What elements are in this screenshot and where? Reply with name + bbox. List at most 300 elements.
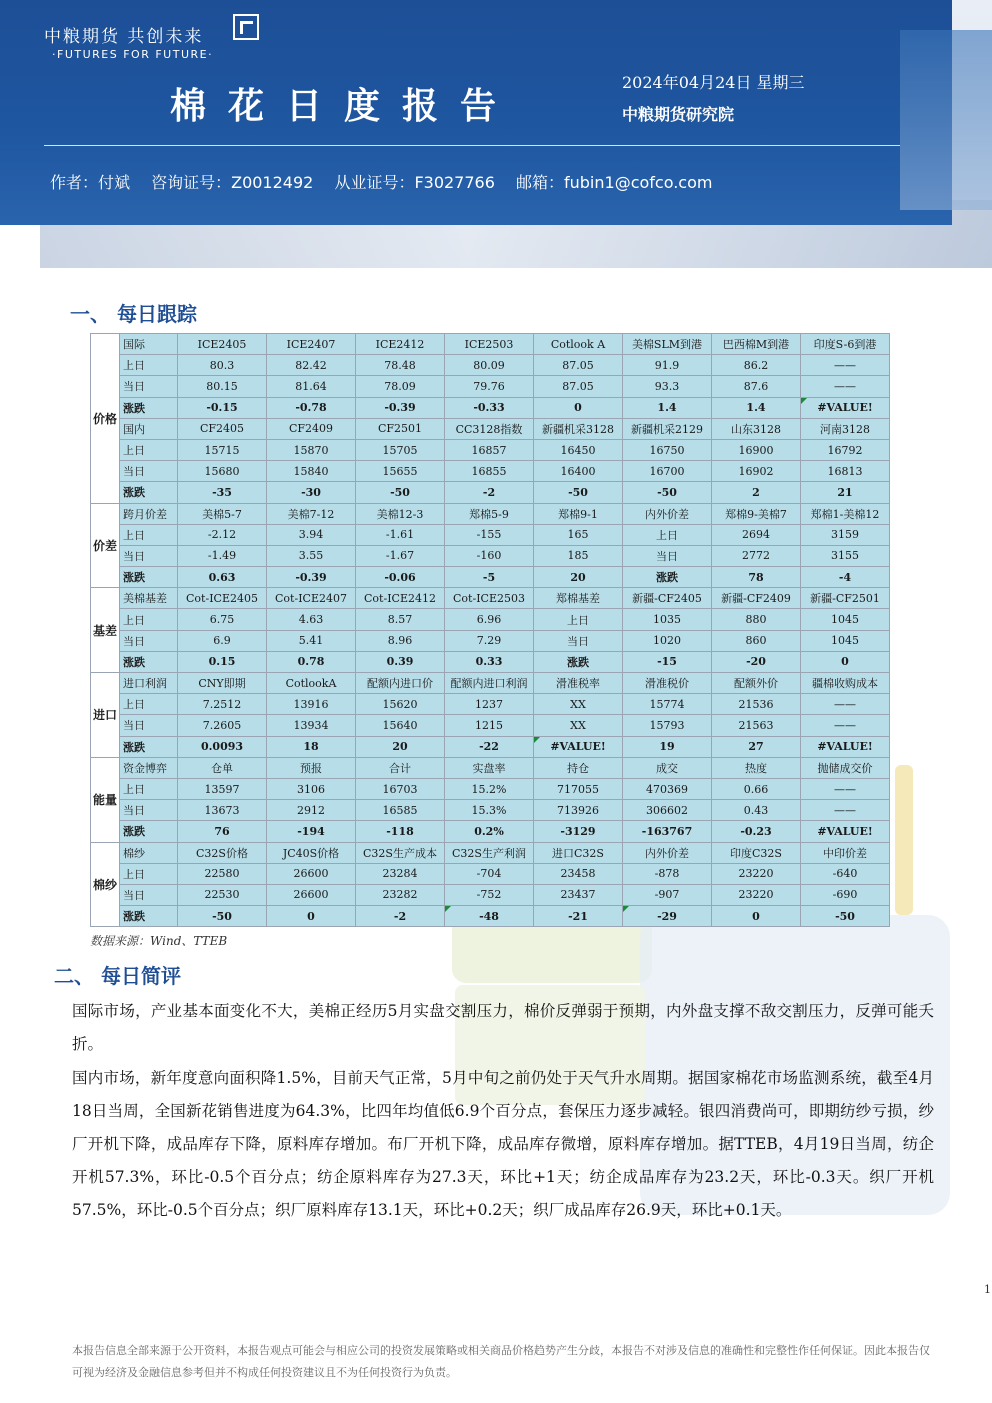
table-row: [91, 376, 890, 397]
table-cell: 2694: [712, 524, 801, 545]
table-row: [91, 355, 890, 376]
table-cell: 20: [356, 736, 445, 757]
table-cell: Cot-ICE2412: [356, 588, 445, 609]
table-cell: -5: [445, 567, 534, 588]
disclaimer: 本报告信息全部来源于公开资料，本报告观点可能会与相应公司的投资发展策略或相关商品价格趋势产生分歧，本报告不对涉及信息的准确性和完整性作任何保证。因此本报告仅可视为经济及金融信息参考但并不构成任何投资建议且不为任何投资行为负责。: [72, 1344, 930, 1379]
table-cell: -2: [356, 906, 445, 927]
row-label: 当日: [120, 630, 178, 651]
table-cell: -1.67: [356, 545, 445, 566]
table-cell: 新疆机采2129: [623, 418, 712, 439]
table-cell: 16750: [623, 439, 712, 460]
banner-accent: [900, 30, 992, 210]
table-cell: 87.05: [534, 376, 623, 397]
table-cell: 7.2605: [178, 715, 267, 736]
table-cell: 1237: [445, 694, 534, 715]
table-cell: 印度S-6到港: [801, 334, 890, 355]
table-cell: 配额内进口价: [356, 673, 445, 694]
row-label: 涨跌: [120, 482, 178, 503]
table-row: [91, 757, 890, 778]
table-cell: 中印价差: [801, 842, 890, 863]
table-row: [91, 630, 890, 651]
table-cell: 2: [712, 482, 801, 503]
table-cell: -0.78: [267, 397, 356, 418]
table-cell: -50: [178, 906, 267, 927]
group-label: 基差: [91, 588, 120, 673]
table-cell: 0: [534, 397, 623, 418]
table-cell: 上日: [534, 609, 623, 630]
table-cell: 23437: [534, 884, 623, 905]
table-cell: #VALUE!: [534, 736, 623, 757]
table-cell: 上日: [623, 524, 712, 545]
table-cell: 16700: [623, 461, 712, 482]
table-cell: -22: [445, 736, 534, 757]
table-cell: 22580: [178, 863, 267, 884]
background-shape: [895, 765, 913, 915]
row-label: 进口利润: [120, 673, 178, 694]
table-cell: 18: [267, 736, 356, 757]
row-label: 涨跌: [120, 567, 178, 588]
table-cell: XX: [534, 715, 623, 736]
table-cell: 当日: [623, 545, 712, 566]
row-label: 资金博弈: [120, 757, 178, 778]
table-cell: 郑棉基差: [534, 588, 623, 609]
table-cell: 22530: [178, 884, 267, 905]
table-cell: 78: [712, 567, 801, 588]
table-cell: 美棉7-12: [267, 503, 356, 524]
commentary-paragraph: 国内市场，新年度意向面积降1.5%，目前天气正常，5月中旬之前仍处于天气升水周期。据国家棉花市场监测系统，截至4月18日当周，全国新花销售进度为64.3%，比四年均值低6.9个百分点，套保压力逐步减轻。银四消费尚可，即期纺纱亏损，纱厂开机下降，成品库存下降，原料库存增加。布厂开机下降，成品库存微增，原料库存增加。据TTEB，4月19日当周，纺企开机57.3%，环比-0.5个百分点；纺企原料库存为27.3天，环比+1天；纺企成品库存为23.2天，环比-0.3天。织厂开机57.5%，环比-0.5个百分点；织厂原料库存13.1天，环比+0.2天；织厂成品库存26.9天，环比+0.1天。: [72, 1069, 934, 1219]
row-label: 上日: [120, 439, 178, 460]
consult-id: 咨询证号：Z0012492: [151, 173, 314, 192]
table-cell: 内外价差: [623, 503, 712, 524]
table-cell: 成交: [623, 757, 712, 778]
table-cell: 1.4: [623, 397, 712, 418]
table-cell: 15680: [178, 461, 267, 482]
row-label: 当日: [120, 545, 178, 566]
table-cell: 16585: [356, 800, 445, 821]
row-label: 涨跌: [120, 736, 178, 757]
table-cell: 713926: [534, 800, 623, 821]
table-cell: 880: [712, 609, 801, 630]
table-cell: -194: [267, 821, 356, 842]
table-row: [91, 906, 890, 927]
table-cell: 7.2512: [178, 694, 267, 715]
table-cell: 15715: [178, 439, 267, 460]
table-cell: 6.96: [445, 609, 534, 630]
table-cell: 16792: [801, 439, 890, 460]
table-cell: 疆棉收购成本: [801, 673, 890, 694]
group-label: 棉纱: [91, 842, 120, 927]
table-cell: 15640: [356, 715, 445, 736]
table-cell: 21: [801, 482, 890, 503]
table-cell: #VALUE!: [801, 821, 890, 842]
table-row: [91, 439, 890, 460]
table-cell: -752: [445, 884, 534, 905]
table-cell: 1045: [801, 609, 890, 630]
page-number: 1: [984, 1283, 991, 1296]
table-cell: 滑准税率: [534, 673, 623, 694]
table-cell: 0.66: [712, 778, 801, 799]
author-name: 作者：付斌: [50, 173, 131, 192]
table-cell: -15: [623, 651, 712, 672]
institute-name: 中粮期货研究院: [622, 105, 735, 124]
table-cell: 80.3: [178, 355, 267, 376]
row-label: 国际: [120, 334, 178, 355]
table-cell: JC40S价格: [267, 842, 356, 863]
table-cell: 进口C32S: [534, 842, 623, 863]
table-cell: 6.9: [178, 630, 267, 651]
table-cell: 美棉12-3: [356, 503, 445, 524]
table-cell: 6.75: [178, 609, 267, 630]
table-cell: 78.48: [356, 355, 445, 376]
table-cell: -20: [712, 651, 801, 672]
table-cell: 7.29: [445, 630, 534, 651]
table-cell: 郑棉9-1: [534, 503, 623, 524]
table-row: [91, 715, 890, 736]
row-label: 当日: [120, 461, 178, 482]
table-cell: C32S生产成本: [356, 842, 445, 863]
table-cell: 0.33: [445, 651, 534, 672]
table-cell: 80.09: [445, 355, 534, 376]
table-cell: 20: [534, 567, 623, 588]
table-cell: 1020: [623, 630, 712, 651]
table-row: [91, 461, 890, 482]
table-cell: 新疆-CF2409: [712, 588, 801, 609]
header-divider: [44, 145, 900, 146]
table-cell: 16902: [712, 461, 801, 482]
table-cell: 美棉SLM到港: [623, 334, 712, 355]
table-cell: 16703: [356, 778, 445, 799]
table-row: [91, 397, 890, 418]
table-cell: 19: [623, 736, 712, 757]
table-row: [91, 673, 890, 694]
table-cell: 16813: [801, 461, 890, 482]
author-line: [50, 170, 728, 193]
table-cell: -0.33: [445, 397, 534, 418]
table-row: [91, 884, 890, 905]
table-cell: -0.15: [178, 397, 267, 418]
table-cell: -48: [445, 906, 534, 927]
table-cell: 16855: [445, 461, 534, 482]
logo-text: 中粮期货 共创未来: [44, 27, 204, 47]
table-cell: 15705: [356, 439, 445, 460]
table-cell: 13934: [267, 715, 356, 736]
table-cell: 山东3128: [712, 418, 801, 439]
table-cell: 3159: [801, 524, 890, 545]
table-cell: -163767: [623, 821, 712, 842]
table-cell: 15655: [356, 461, 445, 482]
table-cell: C32S生产利润: [445, 842, 534, 863]
table-cell: 0.0093: [178, 736, 267, 757]
table-cell: 2772: [712, 545, 801, 566]
table-cell: -878: [623, 863, 712, 884]
table-cell: Cot-ICE2407: [267, 588, 356, 609]
table-cell: 8.96: [356, 630, 445, 651]
table-row: [91, 503, 890, 524]
table-cell: -155: [445, 524, 534, 545]
table-row: [91, 588, 890, 609]
table-cell: Cotlook A: [534, 334, 623, 355]
table-cell: 16450: [534, 439, 623, 460]
row-label: 上日: [120, 524, 178, 545]
table-cell: ICE2407: [267, 334, 356, 355]
table-row: [91, 800, 890, 821]
row-label: 涨跌: [120, 821, 178, 842]
table-cell: -640: [801, 863, 890, 884]
row-label: 上日: [120, 863, 178, 884]
table-cell: 23220: [712, 863, 801, 884]
table-cell: 21563: [712, 715, 801, 736]
table-cell: 0.2%: [445, 821, 534, 842]
table-cell: 持仓: [534, 757, 623, 778]
table-row: [91, 821, 890, 842]
table-cell: -2.12: [178, 524, 267, 545]
table-cell: 内外价差: [623, 842, 712, 863]
table-cell: 16400: [534, 461, 623, 482]
table-cell: 3.94: [267, 524, 356, 545]
table-cell: 2912: [267, 800, 356, 821]
table-cell: XX: [534, 694, 623, 715]
table-row: [91, 778, 890, 799]
table-cell: 5.41: [267, 630, 356, 651]
row-label: 上日: [120, 694, 178, 715]
table-cell: ——: [801, 715, 890, 736]
table-row: [91, 567, 890, 588]
table-cell: 实盘率: [445, 757, 534, 778]
table-cell: 3155: [801, 545, 890, 566]
tracking-table: [90, 333, 890, 927]
table-cell: 91.9: [623, 355, 712, 376]
row-label: 当日: [120, 800, 178, 821]
table-cell: 美棉5-7: [178, 503, 267, 524]
table-cell: 当日: [534, 630, 623, 651]
row-label: 上日: [120, 778, 178, 799]
table-cell: Cot-ICE2405: [178, 588, 267, 609]
row-label: 涨跌: [120, 651, 178, 672]
group-label: 价差: [91, 503, 120, 588]
table-cell: 巴西棉M到港: [712, 334, 801, 355]
table-cell: 21536: [712, 694, 801, 715]
table-cell: 合计: [356, 757, 445, 778]
table-cell: -50: [356, 482, 445, 503]
table-cell: 23458: [534, 863, 623, 884]
table-cell: ICE2412: [356, 334, 445, 355]
table-cell: 23282: [356, 884, 445, 905]
table-cell: 16857: [445, 439, 534, 460]
table-cell: C32S价格: [178, 842, 267, 863]
table-cell: -50: [801, 906, 890, 927]
table-cell: 0: [267, 906, 356, 927]
table-cell: 79.76: [445, 376, 534, 397]
table-row: [91, 482, 890, 503]
table-cell: 配额内进口利润: [445, 673, 534, 694]
table-cell: 13916: [267, 694, 356, 715]
table-cell: 3106: [267, 778, 356, 799]
table-cell: 15793: [623, 715, 712, 736]
table-row: [91, 609, 890, 630]
row-label: 棉纱: [120, 842, 178, 863]
table-cell: ——: [801, 778, 890, 799]
table-cell: CF2409: [267, 418, 356, 439]
table-cell: ICE2405: [178, 334, 267, 355]
table-cell: 306602: [623, 800, 712, 821]
row-label: 国内: [120, 418, 178, 439]
table-cell: -21: [534, 906, 623, 927]
table-cell: -118: [356, 821, 445, 842]
table-cell: 23284: [356, 863, 445, 884]
row-label: 涨跌: [120, 397, 178, 418]
table-cell: 15.2%: [445, 778, 534, 799]
table-cell: -0.23: [712, 821, 801, 842]
table-cell: -1.49: [178, 545, 267, 566]
logo-icon: [233, 14, 259, 40]
table-cell: 15620: [356, 694, 445, 715]
table-cell: 23220: [712, 884, 801, 905]
table-cell: 1215: [445, 715, 534, 736]
data-source: 数据来源：Wind、TTEB: [90, 934, 228, 948]
table-cell: 8.57: [356, 609, 445, 630]
table-cell: -0.39: [267, 567, 356, 588]
table-cell: 0.63: [178, 567, 267, 588]
table-cell: ——: [801, 694, 890, 715]
table-row: [91, 863, 890, 884]
table-cell: 仓单: [178, 757, 267, 778]
table-cell: 涨跌: [623, 567, 712, 588]
report-date: 2024年04月24日 星期三: [622, 73, 805, 92]
table-cell: -907: [623, 884, 712, 905]
table-cell: CF2405: [178, 418, 267, 439]
license-id: 从业证号：F3027766: [334, 173, 495, 192]
author-email: 邮箱：fubin1@cofco.com: [516, 173, 713, 192]
table-cell: -160: [445, 545, 534, 566]
table-cell: 13597: [178, 778, 267, 799]
table-cell: 78.09: [356, 376, 445, 397]
table-cell: -3129: [534, 821, 623, 842]
table-cell: CotlookA: [267, 673, 356, 694]
row-label: 涨跌: [120, 906, 178, 927]
table-cell: #VALUE!: [801, 397, 890, 418]
table-row: [91, 736, 890, 757]
table-cell: 热度: [712, 757, 801, 778]
report-title: 棉花日度报告: [170, 85, 519, 127]
table-cell: 0.43: [712, 800, 801, 821]
table-cell: CNY即期: [178, 673, 267, 694]
table-cell: 717055: [534, 778, 623, 799]
table-cell: 配额外价: [712, 673, 801, 694]
table-cell: 新疆-CF2405: [623, 588, 712, 609]
table-cell: 印度C32S: [712, 842, 801, 863]
table-cell: 0.15: [178, 651, 267, 672]
logo-slogan: ·FUTURES FOR FUTURE·: [52, 48, 214, 61]
table-cell: 抛储成交价: [801, 757, 890, 778]
table-row: [91, 694, 890, 715]
table-cell: 滑准税价: [623, 673, 712, 694]
table-cell: 0: [712, 906, 801, 927]
table-cell: 87.05: [534, 355, 623, 376]
table-cell: 预报: [267, 757, 356, 778]
table-cell: ——: [801, 800, 890, 821]
table-cell: -30: [267, 482, 356, 503]
table-cell: -2: [445, 482, 534, 503]
table-cell: ——: [801, 355, 890, 376]
table-row: [91, 545, 890, 566]
table-cell: -0.06: [356, 567, 445, 588]
table-cell: 15840: [267, 461, 356, 482]
table-cell: #VALUE!: [801, 736, 890, 757]
table-cell: 3.55: [267, 545, 356, 566]
table-cell: 470369: [623, 778, 712, 799]
table-cell: 26600: [267, 884, 356, 905]
table-cell: 81.64: [267, 376, 356, 397]
commentary-paragraph: 国际市场，产业基本面变化不大，美棉正经历5月实盘交割压力，棉价反弹弱于预期，内外盘支撑不敌交割压力，反弹可能夭折。: [72, 1002, 934, 1053]
table-row: [91, 418, 890, 439]
table-cell: 93.3: [623, 376, 712, 397]
table-cell: 河南3128: [801, 418, 890, 439]
table-cell: 86.2: [712, 355, 801, 376]
table-cell: 26600: [267, 863, 356, 884]
section-heading: 二、 每日简评: [54, 964, 181, 988]
table-cell: 165: [534, 524, 623, 545]
section-heading: 一、 每日跟踪: [70, 302, 197, 326]
table-cell: -0.39: [356, 397, 445, 418]
table-cell: -704: [445, 863, 534, 884]
table-row: [91, 524, 890, 545]
table-cell: 15870: [267, 439, 356, 460]
table-cell: 4.63: [267, 609, 356, 630]
table-cell: 13673: [178, 800, 267, 821]
row-label: 上日: [120, 609, 178, 630]
group-label: 能量: [91, 757, 120, 842]
table-row: [91, 651, 890, 672]
table-row: [91, 842, 890, 863]
table-cell: -50: [534, 482, 623, 503]
table-cell: 新疆-CF2501: [801, 588, 890, 609]
table-cell: -35: [178, 482, 267, 503]
table-cell: -50: [623, 482, 712, 503]
table-cell: 0.78: [267, 651, 356, 672]
table-cell: -1.61: [356, 524, 445, 545]
table-cell: 185: [534, 545, 623, 566]
table-cell: CF2501: [356, 418, 445, 439]
table-cell: 16900: [712, 439, 801, 460]
table-cell: ICE2503: [445, 334, 534, 355]
table-cell: 76: [178, 821, 267, 842]
row-label: 美棉基差: [120, 588, 178, 609]
table-cell: 27: [712, 736, 801, 757]
table-cell: -4: [801, 567, 890, 588]
table-cell: 860: [712, 630, 801, 651]
table-cell: 15774: [623, 694, 712, 715]
table-cell: 1045: [801, 630, 890, 651]
row-label: 当日: [120, 715, 178, 736]
table-cell: 0: [801, 651, 890, 672]
table-cell: 1.4: [712, 397, 801, 418]
table-row: [91, 334, 890, 355]
table-cell: CC3128指数: [445, 418, 534, 439]
table-cell: -29: [623, 906, 712, 927]
table-cell: 87.6: [712, 376, 801, 397]
table-cell: 郑棉5-9: [445, 503, 534, 524]
group-label: 进口: [91, 673, 120, 758]
table-cell: 郑棉1-美棉12: [801, 503, 890, 524]
table-cell: 80.15: [178, 376, 267, 397]
table-cell: 1035: [623, 609, 712, 630]
table-cell: 0.39: [356, 651, 445, 672]
table-cell: 82.42: [267, 355, 356, 376]
group-label: 价格: [91, 334, 120, 504]
table-cell: 郑棉9-美棉7: [712, 503, 801, 524]
table-cell: 15.3%: [445, 800, 534, 821]
table-cell: Cot-ICE2503: [445, 588, 534, 609]
